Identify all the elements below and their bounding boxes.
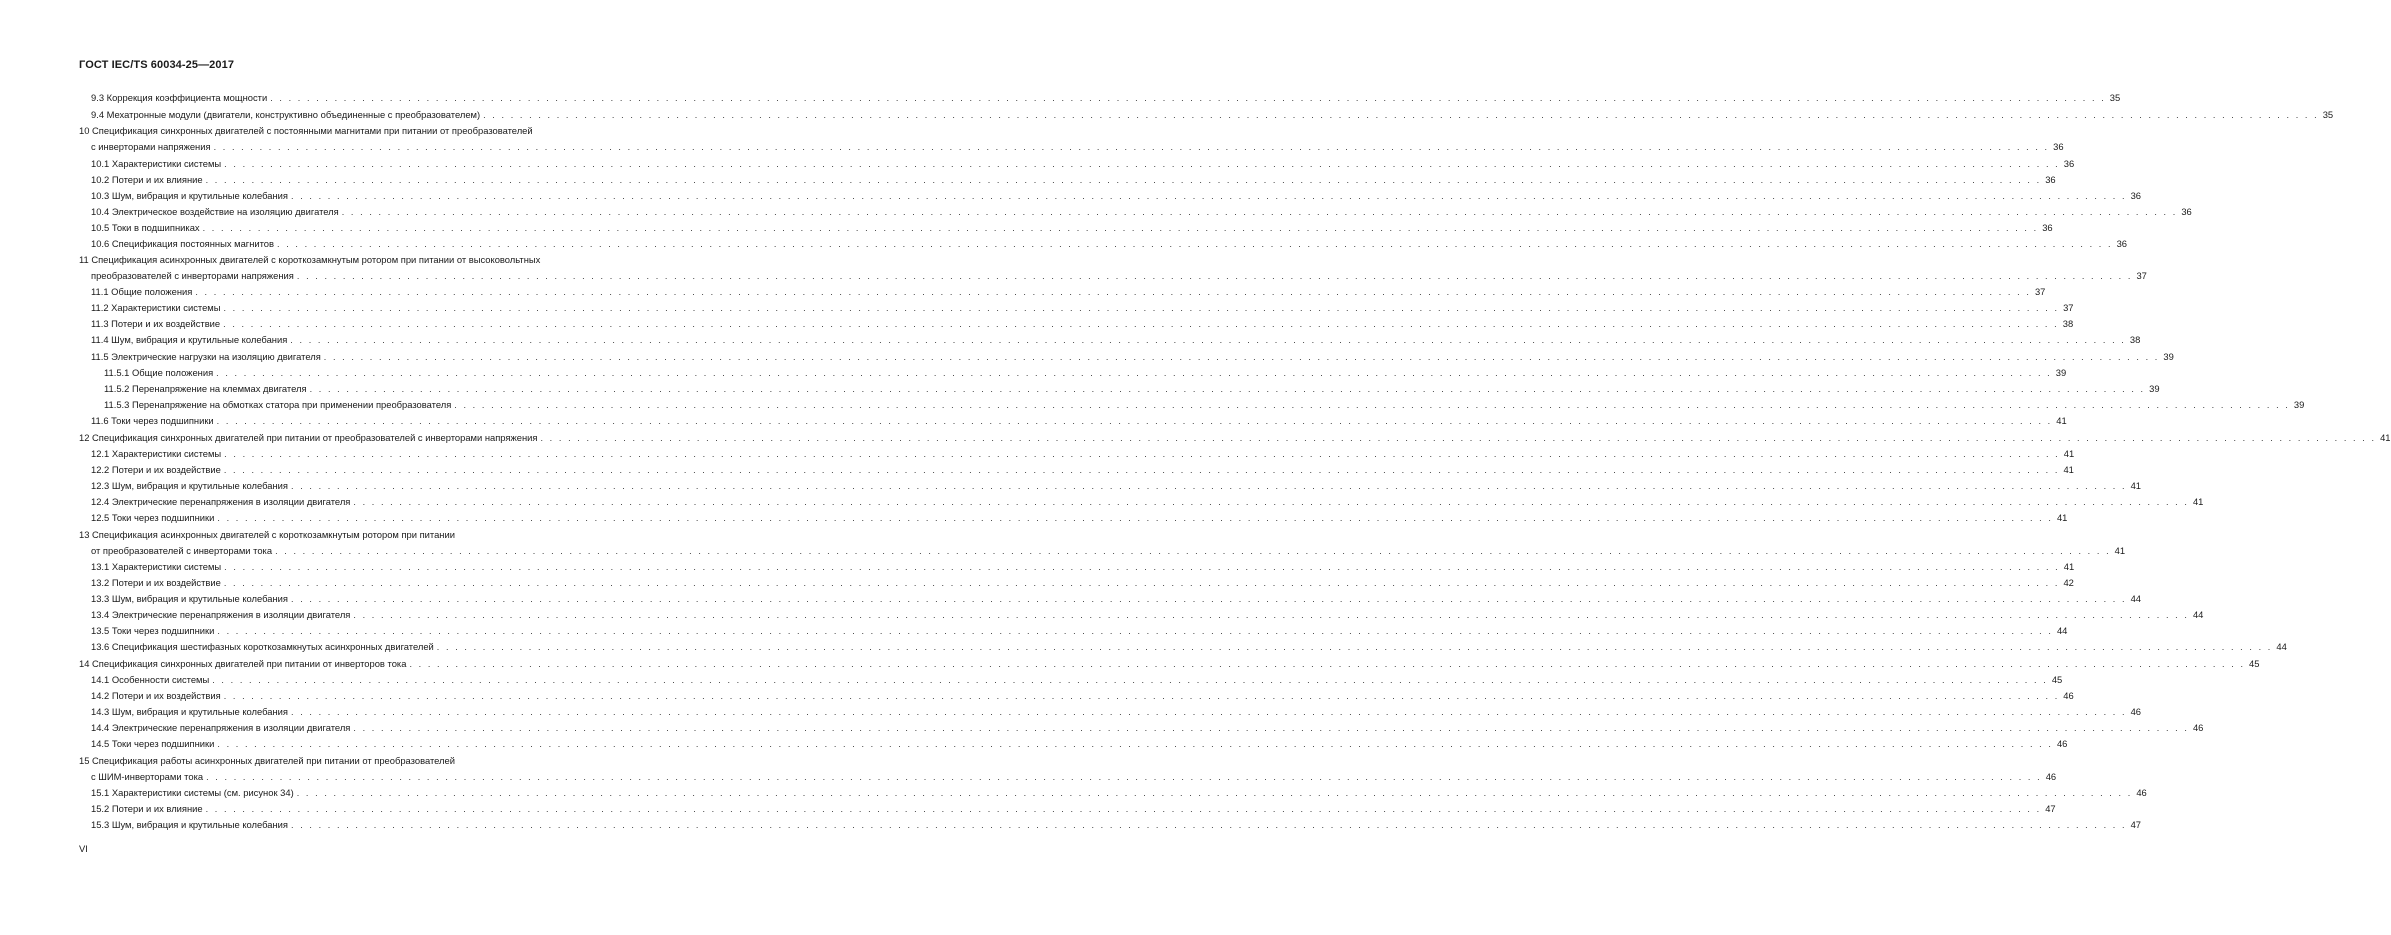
dot-leader: . . . . . . . . . . . . . . . . . . . . . . . . . . . . . . . . . . . . . . . . . . . . . . . . . . . . . . . . . . . . . . . . . . . . . . . . . . . . . . . . . . . . . . . . . . . . . . . . . . . . . . . . . . . . . . . . . . . . . . . . . . . . . . . . . . . . . . . . . . . . . . . . . . . . . . . . . . . . . . . . . . . . . . . . . . . . . . . . . . . . . . . . . . . . . . . . . . . . . . . .	[409, 659, 2246, 669]
toc-entry-page: 46	[2130, 706, 2142, 717]
toc-entry-label: 12 Спецификация синхронных двигателей при питании от преобразователей с инверторами напряжения	[79, 431, 540, 445]
toc-entry-label: 15.2 Потери и их влияние	[91, 802, 206, 816]
toc-row	[0, 253, 661, 267]
dot-leader: . . . . . . . . . . . . . . . . . . . . . . . . . . . . . . . . . . . . . . . . . . . . . . . . . . . . . . . . . . . . . . . . . . . . . . . . . . . . . . . . . . . . . . . . . . . . . . . . . . . . . . . . . . . . . . . . . . . . . . . . . . . . . . . . . . . . . . . . . . . . . . . . . . . . . . . . . . . . . . . . . . . . . . . . . . . . . . . . . . . . . . . . . . . . . . . . . . . . . . . .	[353, 497, 2189, 507]
toc-row	[0, 463, 2074, 477]
toc-row	[0, 754, 661, 768]
toc-entry-page: 44	[2192, 609, 2204, 620]
toc-row	[0, 157, 2075, 171]
dot-leader: . . . . . . . . . . . . . . . . . . . . . . . . . . . . . . . . . . . . . . . . . . . . . . . . . . . . . . . . . . . . . . . . . . . . . . . . . . . . . . . . . . . . . . . . . . . . . . . . . . . . . . . . . . . . . . . . . . . . . . . . . . . . . . . . . . . . . . . . . . . . . . . . . . . . . . . . . . . . . . . . . . . . . . . . . . . . . . . . . . . . . . . . . . . . . . . . . . . . . . . .	[206, 772, 2042, 782]
toc-entry-page: 46	[2136, 787, 2147, 798]
toc-entry-label: 10.4 Электрическое воздействие на изоляцию двигателя	[91, 205, 342, 219]
toc-entry-label: 11.5 Электрические нагрузки на изоляцию двигателя	[91, 350, 324, 364]
toc-row	[0, 721, 2204, 735]
dot-leader: . . . . . . . . . . . . . . . . . . . . . . . . . . . . . . . . . . . . . . . . . . . . . . . . . . . . . . . . . . . . . . . . . . . . . . . . . . . . . . . . . . . . . . . . . . . . . . . . . . . . . . . . . . . . . . . . . . . . . . . . . . . . . . . . . . . . . . . . . . . . . . . . . . . . . . . . . . . . . . . . . . . . . . . . . . . . . . . . . . . . . . . . . . . . . . . . . . . . . . . .	[223, 465, 2060, 475]
toc-entry-page: 41	[2063, 561, 2075, 572]
toc-entry-label: 13.1 Характеристики системы	[91, 560, 224, 574]
toc-entry-label: с инверторами напряжения	[91, 140, 214, 154]
dot-leader: . . . . . . . . . . . . . . . . . . . . . . . . . . . . . . . . . . . . . . . . . . . . . . . . . . . . . . . . . . . . . . . . . . . . . . . . . . . . . . . . . . . . . . . . . . . . . . . . . . . . . . . . . . . . . . . . . . . . . . . . . . . . . . . . . . . . . . . . . . . . . . . . . . . . . . . . . . . . . . . . . . . . . . . . . . . . . . . . . . . . . . . . . . . . . . . . . . . . . . . .	[291, 481, 2127, 491]
toc-entry-page: 37	[2136, 270, 2147, 281]
dot-leader: . . . . . . . . . . . . . . . . . . . . . . . . . . . . . . . . . . . . . . . . . . . . . . . . . . . . . . . . . . . . . . . . . . . . . . . . . . . . . . . . . . . . . . . . . . . . . . . . . . . . . . . . . . . . . . . . . . . . . . . . . . . . . . . . . . . . . . . . . . . . . . . . . . . . . . . . . . . . . . . . . . . . . . . . . . . . . . . . . . . . . . . . . . . . . . . . . . . . . . . .	[436, 642, 2273, 652]
dot-leader: . . . . . . . . . . . . . . . . . . . . . . . . . . . . . . . . . . . . . . . . . . . . . . . . . . . . . . . . . . . . . . . . . . . . . . . . . . . . . . . . . . . . . . . . . . . . . . . . . . . . . . . . . . . . . . . . . . . . . . . . . . . . . . . . . . . . . . . . . . . . . . . . . . . . . . . . . . . . . . . . . . . . . . . . . . . . . . . . . . . . . . . . . . . . . . . . . . . . . . . .	[341, 207, 2178, 217]
toc-entry-page: 36	[2042, 222, 2053, 233]
dot-leader: . . . . . . . . . . . . . . . . . . . . . . . . . . . . . . . . . . . . . . . . . . . . . . . . . . . . . . . . . . . . . . . . . . . . . . . . . . . . . . . . . . . . . . . . . . . . . . . . . . . . . . . . . . . . . . . . . . . . . . . . . . . . . . . . . . . . . . . . . . . . . . . . . . . . . . . . . . . . . . . . . . . . . . . . . . . . . . . . . . . . . . . . . . . . . . . . . . . . . . . .	[353, 723, 2189, 733]
toc-row	[0, 189, 2142, 203]
dot-leader: . . . . . . . . . . . . . . . . . . . . . . . . . . . . . . . . . . . . . . . . . . . . . . . . . . . . . . . . . . . . . . . . . . . . . . . . . . . . . . . . . . . . . . . . . . . . . . . . . . . . . . . . . . . . . . . . . . . . . . . . . . . . . . . . . . . . . . . . . . . . . . . . . . . . . . . . . . . . . . . . . . . . . . . . . . . . . . . . . . . . . . . . . . . . . . . . . . . . . . . .	[217, 626, 2053, 636]
dot-leader: . . . . . . . . . . . . . . . . . . . . . . . . . . . . . . . . . . . . . . . . . . . . . . . . . . . . . . . . . . . . . . . . . . . . . . . . . . . . . . . . . . . . . . . . . . . . . . . . . . . . . . . . . . . . . . . . . . . . . . . . . . . . . . . . . . . . . . . . . . . . . . . . . . . . . . . . . . . . . . . . . . . . . . . . . . . . . . . . . . . . . . . . . . . . . . . . . . . . . . . .	[195, 287, 2031, 297]
dot-leader: . . . . . . . . . . . . . . . . . . . . . . . . . . . . . . . . . . . . . . . . . . . . . . . . . . . . . . . . . . . . . . . . . . . . . . . . . . . . . . . . . . . . . . . . . . . . . . . . . . . . . . . . . . . . . . . . . . . . . . . . . . . . . . . . . . . . . . . . . . . . . . . . . . . . . . . . . . . . . . . . . . . . . . . . . . . . . . . . . . . . . . . . . . . . . . . . . . . . . . . .	[454, 400, 2290, 410]
dot-leader: . . . . . . . . . . . . . . . . . . . . . . . . . . . . . . . . . . . . . . . . . . . . . . . . . . . . . . . . . . . . . . . . . . . . . . . . . . . . . . . . . . . . . . . . . . . . . . . . . . . . . . . . . . . . . . . . . . . . . . . . . . . . . . . . . . . . . . . . . . . . . . . . . . . . . . . . . . . . . . . . . . . . . . . . . . . . . . . . . . . . . . . . . . . . . . . . . . . . . . . .	[205, 175, 2042, 185]
toc-entry-page: 46	[2045, 771, 2057, 782]
toc-entry-label: от преобразователей с инверторами тока	[91, 544, 275, 558]
toc-row	[0, 528, 661, 542]
toc-entry-page: 36	[2053, 141, 2064, 152]
toc-entry-label: 12.4 Электрические перенапряжения в изоляции двигателя	[91, 495, 353, 509]
toc-row	[0, 608, 2204, 622]
dot-leader: . . . . . . . . . . . . . . . . . . . . . . . . . . . . . . . . . . . . . . . . . . . . . . . . . . . . . . . . . . . . . . . . . . . . . . . . . . . . . . . . . . . . . . . . . . . . . . . . . . . . . . . . . . . . . . . . . . . . . . . . . . . . . . . . . . . . . . . . . . . . . . . . . . . . . . . . . . . . . . . . . . . . . . . . . . . . . . . . . . . . . . . . . . . . . . . . . . . . . . . .	[296, 271, 2133, 281]
toc-row	[0, 173, 2056, 187]
toc-entry-label: 11.2 Характеристики системы	[91, 301, 223, 315]
toc-entry-label: 14.2 Потери и их воздействия	[91, 689, 224, 703]
toc-entry-page: 39	[2149, 383, 2160, 394]
toc-entry-label: 14 Спецификация синхронных двигателей при питании от инверторов тока	[79, 657, 409, 671]
dot-leader: . . . . . . . . . . . . . . . . . . . . . . . . . . . . . . . . . . . . . . . . . . . . . . . . . . . . . . . . . . . . . . . . . . . . . . . . . . . . . . . . . . . . . . . . . . . . . . . . . . . . . . . . . . . . . . . . . . . . . . . . . . . . . . . . . . . . . . . . . . . . . . . . . . . . . . . . . . . . . . . . . . . . . . . . . . . . . . . . . . . . . . . . . . . . . . . . . . . . . . . .	[270, 93, 2106, 103]
toc-row	[0, 495, 2204, 509]
toc-entry-page: 36	[2116, 238, 2128, 249]
toc-entry-label: 11 Спецификация асинхронных двигателей с короткозамкнутым ротором при питании от высоковольтных	[79, 254, 541, 265]
toc-entry-label: 13.3 Шум, вибрация и крутильные колебания	[91, 592, 291, 606]
toc-row	[0, 205, 2192, 219]
toc-entry-page: 37	[2034, 286, 2046, 297]
toc-entry-page: 35	[2322, 109, 2334, 120]
toc-entry-page: 46	[2063, 690, 2074, 701]
toc-row	[0, 317, 2074, 331]
toc-entry-page: 41	[2380, 432, 2391, 443]
toc-row	[0, 350, 2174, 364]
toc-row	[0, 576, 2074, 590]
toc-entry-label: 13 Спецификация асинхронных двигателей с короткозамкнутым ротором при питании	[79, 529, 455, 540]
toc-row	[0, 479, 2142, 493]
toc-row	[0, 818, 2142, 832]
dot-leader: . . . . . . . . . . . . . . . . . . . . . . . . . . . . . . . . . . . . . . . . . . . . . . . . . . . . . . . . . . . . . . . . . . . . . . . . . . . . . . . . . . . . . . . . . . . . . . . . . . . . . . . . . . . . . . . . . . . . . . . . . . . . . . . . . . . . . . . . . . . . . . . . . . . . . . . . . . . . . . . . . . . . . . . . . . . . . . . . . . . . . . . . . . . . . . . . . . . . . . . .	[205, 804, 2042, 814]
toc-row	[0, 108, 2334, 122]
toc-row	[0, 737, 2068, 751]
toc-entry-page: 36	[2063, 158, 2075, 169]
toc-entry-label: 10.6 Спецификация постоянных магнитов	[91, 237, 277, 251]
toc-row	[0, 657, 2260, 671]
toc-row	[0, 705, 2142, 719]
toc-entry-label: с ШИМ-инверторами тока	[91, 770, 206, 784]
toc-entry-label: 10.5 Токи в подшипниках	[91, 221, 203, 235]
toc-row	[0, 689, 2074, 703]
toc-row	[0, 91, 2121, 105]
toc-entry-label: 14.5 Токи через подшипники	[91, 737, 217, 751]
dot-leader: . . . . . . . . . . . . . . . . . . . . . . . . . . . . . . . . . . . . . . . . . . . . . . . . . . . . . . . . . . . . . . . . . . . . . . . . . . . . . . . . . . . . . . . . . . . . . . . . . . . . . . . . . . . . . . . . . . . . . . . . . . . . . . . . . . . . . . . . . . . . . . . . . . . . . . . . . . . . . . . . . . . . . . . . . . . . . . . . . . . . . . . . . . . . . . . . . . . . . . . .	[275, 546, 2111, 556]
toc-entry-page: 44	[2276, 641, 2287, 652]
toc-entry-label: преобразователей с инверторами напряжения	[91, 269, 297, 283]
toc-entry-page: 38	[2062, 318, 2074, 329]
toc-entry-label: 13.5 Токи через подшипники	[91, 624, 217, 638]
toc-entry-label: 15.3 Шум, вибрация и крутильные колебания	[91, 818, 291, 832]
toc-row	[0, 624, 2068, 638]
toc-entry-page: 41	[2063, 464, 2074, 475]
toc-entry-label: 14.1 Особенности системы	[91, 673, 212, 687]
dot-leader: . . . . . . . . . . . . . . . . . . . . . . . . . . . . . . . . . . . . . . . . . . . . . . . . . . . . . . . . . . . . . . . . . . . . . . . . . . . . . . . . . . . . . . . . . . . . . . . . . . . . . . . . . . . . . . . . . . . . . . . . . . . . . . . . . . . . . . . . . . . . . . . . . . . . . . . . . . . . . . . . . . . . . . . . . . . . . . . . . . . . . . . . . . . . . . . . . . . . . . . .	[309, 384, 2146, 394]
toc-entry-label: 11.5.2 Перенапряжение на клеммах двигателя	[104, 382, 310, 396]
toc-entry-label: 13.2 Потери и их воздействие	[91, 576, 224, 590]
toc-entry-page: 35	[2109, 92, 2121, 103]
dot-leader: . . . . . . . . . . . . . . . . . . . . . . . . . . . . . . . . . . . . . . . . . . . . . . . . . . . . . . . . . . . . . . . . . . . . . . . . . . . . . . . . . . . . . . . . . . . . . . . . . . . . . . . . . . . . . . . . . . . . . . . . . . . . . . . . . . . . . . . . . . . . . . . . . . . . . . . . . . . . . . . . . . . . . . . . . . . . . . . . . . . . . . . . . . . . . . . . . . . . . . . .	[223, 578, 2060, 588]
toc-row	[0, 544, 2126, 558]
toc-entry-label: 15 Спецификация работы асинхронных двигателей при питании от преобразователей	[79, 755, 455, 766]
toc-row	[0, 382, 2160, 396]
toc-entry-page: 39	[2055, 367, 2067, 378]
toc-entry-page: 46	[2192, 722, 2204, 733]
toc-row	[0, 673, 2063, 687]
toc-entry-label: 11.1 Общие положения	[91, 285, 195, 299]
toc-entry-label: 14.3 Шум, вибрация и крутильные колебания	[91, 705, 291, 719]
toc-entry-label: 9.3 Коррекция коэффициента мощности	[91, 91, 270, 105]
dot-leader: . . . . . . . . . . . . . . . . . . . . . . . . . . . . . . . . . . . . . . . . . . . . . . . . . . . . . . . . . . . . . . . . . . . . . . . . . . . . . . . . . . . . . . . . . . . . . . . . . . . . . . . . . . . . . . . . . . . . . . . . . . . . . . . . . . . . . . . . . . . . . . . . . . . . . . . . . . . . . . . . . . . . . . . . . . . . . . . . . . . . . . . . . . . . . . . . . . . . . . . .	[224, 562, 2060, 572]
toc-entry-label: 12.1 Характеристики системы	[91, 447, 224, 461]
document-header: ГОСТ IEC/TS 60034-25—2017	[79, 59, 235, 71]
toc-row	[0, 770, 2057, 784]
dot-leader: . . . . . . . . . . . . . . . . . . . . . . . . . . . . . . . . . . . . . . . . . . . . . . . . . . . . . . . . . . . . . . . . . . . . . . . . . . . . . . . . . . . . . . . . . . . . . . . . . . . . . . . . . . . . . . . . . . . . . . . . . . . . . . . . . . . . . . . . . . . . . . . . . . . . . . . . . . . . . . . . . . . . . . . . . . . . . . . . . . . . . . . . . . . . . . . . . . . . . . . .	[291, 191, 2127, 201]
toc-entry-label: 11.6 Токи через подшипники	[91, 414, 217, 428]
toc-entry-page: 41	[2130, 480, 2142, 491]
toc-entry-label: 10.1 Характеристики системы	[91, 157, 224, 171]
toc-row	[0, 560, 2075, 574]
dot-leader: . . . . . . . . . . . . . . . . . . . . . . . . . . . . . . . . . . . . . . . . . . . . . . . . . . . . . . . . . . . . . . . . . . . . . . . . . . . . . . . . . . . . . . . . . . . . . . . . . . . . . . . . . . . . . . . . . . . . . . . . . . . . . . . . . . . . . . . . . . . . . . . . . . . . . . . . . . . . . . . . . . . . . . . . . . . . . . . . . . . . . . . . . . . . . . . . . . . . . . . .	[291, 820, 2127, 830]
toc-row	[0, 786, 2147, 800]
toc-entry-page: 42	[2063, 577, 2074, 588]
dot-leader: . . . . . . . . . . . . . . . . . . . . . . . . . . . . . . . . . . . . . . . . . . . . . . . . . . . . . . . . . . . . . . . . . . . . . . . . . . . . . . . . . . . . . . . . . . . . . . . . . . . . . . . . . . . . . . . . . . . . . . . . . . . . . . . . . . . . . . . . . . . . . . . . . . . . . . . . . . . . . . . . . . . . . . . . . . . . . . . . . . . . . . . . . . . . . . . . . . . . . . . .	[291, 707, 2127, 717]
toc-entry-label: 11.3 Потери и их воздействие	[91, 317, 223, 331]
toc-entry-label: 14.4 Электрические перенапряжения в изоляции двигателя	[91, 721, 353, 735]
dot-leader: . . . . . . . . . . . . . . . . . . . . . . . . . . . . . . . . . . . . . . . . . . . . . . . . . . . . . . . . . . . . . . . . . . . . . . . . . . . . . . . . . . . . . . . . . . . . . . . . . . . . . . . . . . . . . . . . . . . . . . . . . . . . . . . . . . . . . . . . . . . . . . . . . . . . . . . . . . . . . . . . . . . . . . . . . . . . . . . . . . . . . . . . . . . . . . . . . . . . . . . .	[353, 610, 2189, 620]
toc-entry-page: 39	[2163, 351, 2174, 362]
toc-entry-page: 41	[2063, 448, 2075, 459]
toc-row	[0, 414, 2067, 428]
toc-row	[0, 640, 2287, 654]
toc-entry-label: 10 Спецификация синхронных двигателей с постоянными магнитами при питании от преобразователей	[79, 125, 533, 136]
dot-leader: . . . . . . . . . . . . . . . . . . . . . . . . . . . . . . . . . . . . . . . . . . . . . . . . . . . . . . . . . . . . . . . . . . . . . . . . . . . . . . . . . . . . . . . . . . . . . . . . . . . . . . . . . . . . . . . . . . . . . . . . . . . . . . . . . . . . . . . . . . . . . . . . . . . . . . . . . . . . . . . . . . . . . . . . . . . . . . . . . . . . . . . . . . . . . . . . . . . . . . . .	[213, 142, 2050, 152]
dot-leader: . . . . . . . . . . . . . . . . . . . . . . . . . . . . . . . . . . . . . . . . . . . . . . . . . . . . . . . . . . . . . . . . . . . . . . . . . . . . . . . . . . . . . . . . . . . . . . . . . . . . . . . . . . . . . . . . . . . . . . . . . . . . . . . . . . . . . . . . . . . . . . . . . . . . . . . . . . . . . . . . . . . . . . . . . . . . . . . . . . . . . . . . . . . . . . . . . . . . . . . .	[296, 788, 2133, 798]
toc-entry-page: 47	[2045, 803, 2056, 814]
toc-entry-label: 12.5 Токи через подшипники	[91, 511, 217, 525]
dot-leader: . . . . . . . . . . . . . . . . . . . . . . . . . . . . . . . . . . . . . . . . . . . . . . . . . . . . . . . . . . . . . . . . . . . . . . . . . . . . . . . . . . . . . . . . . . . . . . . . . . . . . . . . . . . . . . . . . . . . . . . . . . . . . . . . . . . . . . . . . . . . . . . . . . . . . . . . . . . . . . . . . . . . . . . . . . . . . . . . . . . . . . . . . . . . . . . . . . . . . . . .	[202, 223, 2039, 233]
toc-entry-page: 41	[2056, 415, 2067, 426]
toc-entry-label: 11.5.1 Общие положения	[104, 366, 216, 380]
dot-leader: . . . . . . . . . . . . . . . . . . . . . . . . . . . . . . . . . . . . . . . . . . . . . . . . . . . . . . . . . . . . . . . . . . . . . . . . . . . . . . . . . . . . . . . . . . . . . . . . . . . . . . . . . . . . . . . . . . . . . . . . . . . . . . . . . . . . . . . . . . . . . . . . . . . . . . . . . . . . . . . . . . . . . . . . . . . . . . . . . . . . . . . . . . . . . . . . . . . . . . . .	[217, 739, 2053, 749]
toc-entry-page: 38	[2129, 334, 2141, 345]
dot-leader: . . . . . . . . . . . . . . . . . . . . . . . . . . . . . . . . . . . . . . . . . . . . . . . . . . . . . . . . . . . . . . . . . . . . . . . . . . . . . . . . . . . . . . . . . . . . . . . . . . . . . . . . . . . . . . . . . . . . . . . . . . . . . . . . . . . . . . . . . . . . . . . . . . . . . . . . . . . . . . . . . . . . . . . . . . . . . . . . . . . . . . . . . . . . . . . . . . . . . . . .	[291, 594, 2127, 604]
dot-leader: . . . . . . . . . . . . . . . . . . . . . . . . . . . . . . . . . . . . . . . . . . . . . . . . . . . . . . . . . . . . . . . . . . . . . . . . . . . . . . . . . . . . . . . . . . . . . . . . . . . . . . . . . . . . . . . . . . . . . . . . . . . . . . . . . . . . . . . . . . . . . . . . . . . . . . . . . . . . . . . . . . . . . . . . . . . . . . . . . . . . . . . . . . . . . . . . . . . . . . . .	[216, 416, 2053, 426]
toc-row	[0, 301, 2074, 315]
toc-entry-label: 13.4 Электрические перенапряжения в изоляции двигателя	[91, 608, 353, 622]
toc-entry-label: 10.2 Потери и их влияние	[91, 173, 206, 187]
toc-entry-page: 36	[2130, 190, 2142, 201]
toc-entry-page: 41	[2192, 496, 2204, 507]
toc-row	[0, 802, 2056, 816]
toc-entry-page: 45	[2249, 658, 2260, 669]
dot-leader: . . . . . . . . . . . . . . . . . . . . . . . . . . . . . . . . . . . . . . . . . . . . . . . . . . . . . . . . . . . . . . . . . . . . . . . . . . . . . . . . . . . . . . . . . . . . . . . . . . . . . . . . . . . . . . . . . . . . . . . . . . . . . . . . . . . . . . . . . . . . . . . . . . . . . . . . . . . . . . . . . . . . . . . . . . . . . . . . . . . . . . . . . . . . . . . . . . . . . . . .	[216, 368, 2052, 378]
toc-entry-page: 36	[2181, 206, 2192, 217]
toc-entry-page: 44	[2130, 593, 2142, 604]
dot-leader: . . . . . . . . . . . . . . . . . . . . . . . . . . . . . . . . . . . . . . . . . . . . . . . . . . . . . . . . . . . . . . . . . . . . . . . . . . . . . . . . . . . . . . . . . . . . . . . . . . . . . . . . . . . . . . . . . . . . . . . . . . . . . . . . . . . . . . . . . . . . . . . . . . . . . . . . . . . . . . . . . . . . . . . . . . . . . . . . . . . . . . . . . . . . . . . . . . . . . . . .	[223, 319, 2059, 329]
dot-leader: . . . . . . . . . . . . . . . . . . . . . . . . . . . . . . . . . . . . . . . . . . . . . . . . . . . . . . . . . . . . . . . . . . . . . . . . . . . . . . . . . . . . . . . . . . . . . . . . . . . . . . . . . . . . . . . . . . . . . . . . . . . . . . . . . . . . . . . . . . . . . . . . . . . . . . . . . . . . . . . . . . . . . . . . . . . . . . . . . . . . . . . . . . . . . . . . . . . . . . . .	[212, 675, 2048, 685]
dot-leader: . . . . . . . . . . . . . . . . . . . . . . . . . . . . . . . . . . . . . . . . . . . . . . . . . . . . . . . . . . . . . . . . . . . . . . . . . . . . . . . . . . . . . . . . . . . . . . . . . . . . . . . . . . . . . . . . . . . . . . . . . . . . . . . . . . . . . . . . . . . . . . . . . . . . . . . . . . . . . . . . . . . . . . . . . . . . . . . . . . . . . . . . . . . . . . . . . . . . . . . .	[217, 513, 2053, 523]
toc-entry-page: 36	[2045, 174, 2056, 185]
toc-entry-page: 41	[2114, 545, 2126, 556]
toc-entry-label: 11.5.3 Перенапряжение на обмотках статора при применении преобразователя	[104, 398, 454, 412]
toc-row	[0, 592, 2142, 606]
toc-entry-label: 9.4 Мехатронные модули (двигатели, конструктивно объединенные с преобразователем)	[91, 108, 483, 122]
toc-row	[0, 447, 2075, 461]
toc-row	[0, 124, 661, 138]
toc-entry-label: 11.4 Шум, вибрация и крутильные колебания	[91, 333, 290, 347]
dot-leader: . . . . . . . . . . . . . . . . . . . . . . . . . . . . . . . . . . . . . . . . . . . . . . . . . . . . . . . . . . . . . . . . . . . . . . . . . . . . . . . . . . . . . . . . . . . . . . . . . . . . . . . . . . . . . . . . . . . . . . . . . . . . . . . . . . . . . . . . . . . . . . . . . . . . . . . . . . . . . . . . . . . . . . . . . . . . . . . . . . . . . . . . . . . . . . . . . . . . . . . .	[483, 110, 2319, 120]
toc-entry-label: 12.3 Шум, вибрация и крутильные колебания	[91, 479, 291, 493]
dot-leader: . . . . . . . . . . . . . . . . . . . . . . . . . . . . . . . . . . . . . . . . . . . . . . . . . . . . . . . . . . . . . . . . . . . . . . . . . . . . . . . . . . . . . . . . . . . . . . . . . . . . . . . . . . . . . . . . . . . . . . . . . . . . . . . . . . . . . . . . . . . . . . . . . . . . . . . . . . . . . . . . . . . . . . . . . . . . . . . . . . . . . . . . . . . . . . . . . . . . . . . .	[323, 352, 2160, 362]
toc-row	[0, 285, 2046, 299]
toc-row	[0, 398, 2305, 412]
toc-entry-label: 10.3 Шум, вибрация и крутильные колебания	[91, 189, 291, 203]
page-number: VI	[79, 843, 88, 854]
dot-leader: . . . . . . . . . . . . . . . . . . . . . . . . . . . . . . . . . . . . . . . . . . . . . . . . . . . . . . . . . . . . . . . . . . . . . . . . . . . . . . . . . . . . . . . . . . . . . . . . . . . . . . . . . . . . . . . . . . . . . . . . . . . . . . . . . . . . . . . . . . . . . . . . . . . . . . . . . . . . . . . . . . . . . . . . . . . . . . . . . . . . . . . . . . . . . . . . . . . . . . . .	[540, 433, 2377, 443]
toc-entry-page: 37	[2063, 302, 2074, 313]
toc-row	[0, 333, 2141, 347]
toc-row	[0, 269, 2147, 283]
toc-entry-label: 13.6 Спецификация шестифазных короткозамкнутых асинхронных двигателей	[91, 640, 437, 654]
dot-leader: . . . . . . . . . . . . . . . . . . . . . . . . . . . . . . . . . . . . . . . . . . . . . . . . . . . . . . . . . . . . . . . . . . . . . . . . . . . . . . . . . . . . . . . . . . . . . . . . . . . . . . . . . . . . . . . . . . . . . . . . . . . . . . . . . . . . . . . . . . . . . . . . . . . . . . . . . . . . . . . . . . . . . . . . . . . . . . . . . . . . . . . . . . . . . . . . . . . . . . . .	[290, 335, 2126, 345]
dot-leader: . . . . . . . . . . . . . . . . . . . . . . . . . . . . . . . . . . . . . . . . . . . . . . . . . . . . . . . . . . . . . . . . . . . . . . . . . . . . . . . . . . . . . . . . . . . . . . . . . . . . . . . . . . . . . . . . . . . . . . . . . . . . . . . . . . . . . . . . . . . . . . . . . . . . . . . . . . . . . . . . . . . . . . . . . . . . . . . . . . . . . . . . . . . . . . . . . . . . . . . .	[224, 159, 2060, 169]
toc-row	[0, 366, 2067, 380]
toc-row	[0, 237, 2128, 251]
toc-entry-page: 39	[2293, 399, 2305, 410]
toc-entry-page: 45	[2051, 674, 2063, 685]
dot-leader: . . . . . . . . . . . . . . . . . . . . . . . . . . . . . . . . . . . . . . . . . . . . . . . . . . . . . . . . . . . . . . . . . . . . . . . . . . . . . . . . . . . . . . . . . . . . . . . . . . . . . . . . . . . . . . . . . . . . . . . . . . . . . . . . . . . . . . . . . . . . . . . . . . . . . . . . . . . . . . . . . . . . . . . . . . . . . . . . . . . . . . . . . . . . . . . . . . . . . . . .	[277, 239, 2113, 249]
toc-entry-page: 47	[2130, 819, 2142, 830]
dot-leader: . . . . . . . . . . . . . . . . . . . . . . . . . . . . . . . . . . . . . . . . . . . . . . . . . . . . . . . . . . . . . . . . . . . . . . . . . . . . . . . . . . . . . . . . . . . . . . . . . . . . . . . . . . . . . . . . . . . . . . . . . . . . . . . . . . . . . . . . . . . . . . . . . . . . . . . . . . . . . . . . . . . . . . . . . . . . . . . . . . . . . . . . . . . . . . . . . . . . . . . .	[223, 691, 2060, 701]
dot-leader: . . . . . . . . . . . . . . . . . . . . . . . . . . . . . . . . . . . . . . . . . . . . . . . . . . . . . . . . . . . . . . . . . . . . . . . . . . . . . . . . . . . . . . . . . . . . . . . . . . . . . . . . . . . . . . . . . . . . . . . . . . . . . . . . . . . . . . . . . . . . . . . . . . . . . . . . . . . . . . . . . . . . . . . . . . . . . . . . . . . . . . . . . . . . . . . . . . . . . . . .	[224, 449, 2060, 459]
toc-row	[0, 431, 2391, 445]
toc-row	[0, 511, 2068, 525]
toc-row	[0, 221, 2053, 235]
toc-entry-page: 41	[2056, 512, 2068, 523]
toc-entry-page: 44	[2056, 625, 2068, 636]
toc-entry-label: 12.2 Потери и их воздействие	[91, 463, 224, 477]
toc-entry-label: 15.1 Характеристики системы (см. рисунок 34)	[91, 786, 297, 800]
dot-leader: . . . . . . . . . . . . . . . . . . . . . . . . . . . . . . . . . . . . . . . . . . . . . . . . . . . . . . . . . . . . . . . . . . . . . . . . . . . . . . . . . . . . . . . . . . . . . . . . . . . . . . . . . . . . . . . . . . . . . . . . . . . . . . . . . . . . . . . . . . . . . . . . . . . . . . . . . . . . . . . . . . . . . . . . . . . . . . . . . . . . . . . . . . . . . . . . . . . . . . . .	[223, 303, 2060, 313]
toc-entry-page: 46	[2056, 738, 2068, 749]
toc-row	[0, 140, 2064, 154]
